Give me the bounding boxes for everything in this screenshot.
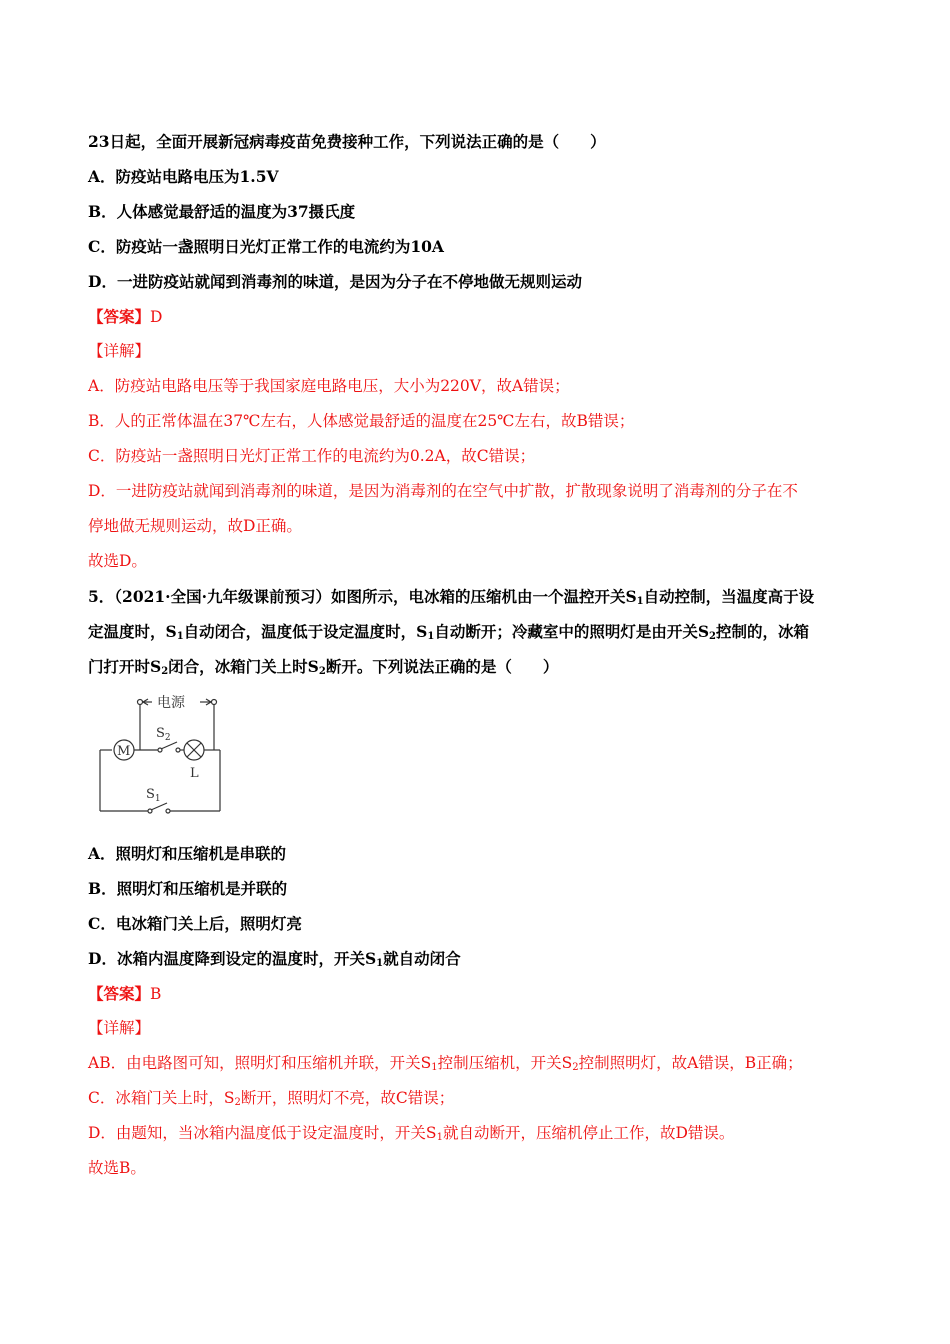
q4-option-d: D．一进防疫站就闻到消毒剂的味道，是因为分子在不停地做无规则运动 — [88, 272, 582, 291]
answer-tag: 【答案】 — [88, 307, 151, 326]
answer-value: D — [150, 308, 163, 326]
lamp-label: L — [190, 766, 199, 781]
q5-stem-line1: 5．（2021·全国·九年级课前预习）如图所示，电冰箱的压缩机由一个温控开关$S_1$自动控制，当温度高于设 — [88, 587, 815, 607]
q4-option-a: A．防疫站电路电压为1.5V — [88, 167, 279, 186]
q5-answer — [88, 976, 868, 1011]
q4-detail-c: C．防疫站一盏照明日光灯正常工作的电流约为0.2A，故C错误； — [88, 447, 536, 465]
q5-detail-d: D．由题知，当冰箱内温度低于设定温度时，开关$S_1$就自动断开，压缩机停止工作，故D错误。 — [88, 1124, 735, 1143]
q5-detail-tag: 【详解】 — [88, 1019, 151, 1037]
q5-detail-c: C．冰箱门关上时，$S_2$断开，照明灯不亮，故C错误； — [88, 1089, 455, 1108]
q4-detail-tag: 【详解】 — [88, 342, 151, 360]
q4-stem: 23日起，全面开展新冠病毒疫苗免费接种工作，下列说法正确的是（ ） — [88, 132, 606, 151]
motor-label: M — [117, 744, 131, 759]
q4-detail-d2: 停地做无规则运动，故D正确。 — [88, 517, 302, 535]
s2-label: $S_2$ — [156, 726, 171, 743]
q4-option-b: B．人体感觉最舒适的温度为37摄氏度 — [88, 202, 356, 221]
q5-option-d: D．冰箱内温度降到设定的温度时，开关$S_1$就自动闭合 — [88, 949, 461, 969]
q5-option-a: A．照明灯和压缩机是串联的 — [88, 844, 287, 863]
q4-option-c: C．防疫站一盏照明日光灯正常工作的电流约为10A — [88, 237, 444, 256]
q4-detail-b: B．人的正常体温在37℃左右，人体感觉最舒适的温度在25℃左右，故B错误； — [88, 412, 635, 430]
q5-detail-ab: AB．由电路图可知，照明灯和压缩机并联，开关$S_1$控制压缩机，开关$S_2$控制照明灯，故A错误，B正确； — [88, 1054, 803, 1073]
switch-s1-blade — [151, 803, 167, 810]
power-label: 电源 — [157, 695, 185, 711]
q4-detail-a: A．防疫站电路电压等于我国家庭电路电压，大小为220V，故A错误； — [88, 377, 570, 395]
q5-option-b: B．照明灯和压缩机是并联的 — [88, 879, 288, 898]
answer-value: B — [150, 985, 162, 1003]
document-page — [88, 124, 868, 1186]
s1-label: $S_1$ — [146, 787, 161, 804]
q5-conclusion: 故选B。 — [88, 1159, 146, 1177]
answer-tag: 【答案】 — [88, 984, 151, 1003]
q4-conclusion: 故选D。 — [88, 552, 147, 570]
q5-stem-line3: 门打开时$S_2$闭合，冰箱门关上时$S_2$断开。下列说法正确的是（ ） — [88, 657, 559, 677]
q4-answer — [88, 299, 868, 334]
q5-option-c: C．电冰箱门关上后，照明灯亮 — [88, 914, 302, 933]
q4-detail-d1: D．一进防疫站就闻到消毒剂的味道，是因为消毒剂的在空气中扩散，扩散现象说明了消毒剂的分子在不 — [88, 482, 798, 500]
circuit-diagram — [92, 690, 252, 820]
q5-stem-line2: 定温度时，$S_1$自动闭合，温度低于设定温度时，$S_1$自动断开；冷藏室中的照明灯是由开关$S_2$控制的，冰箱 — [88, 622, 810, 642]
switch-s2-blade — [161, 742, 177, 749]
